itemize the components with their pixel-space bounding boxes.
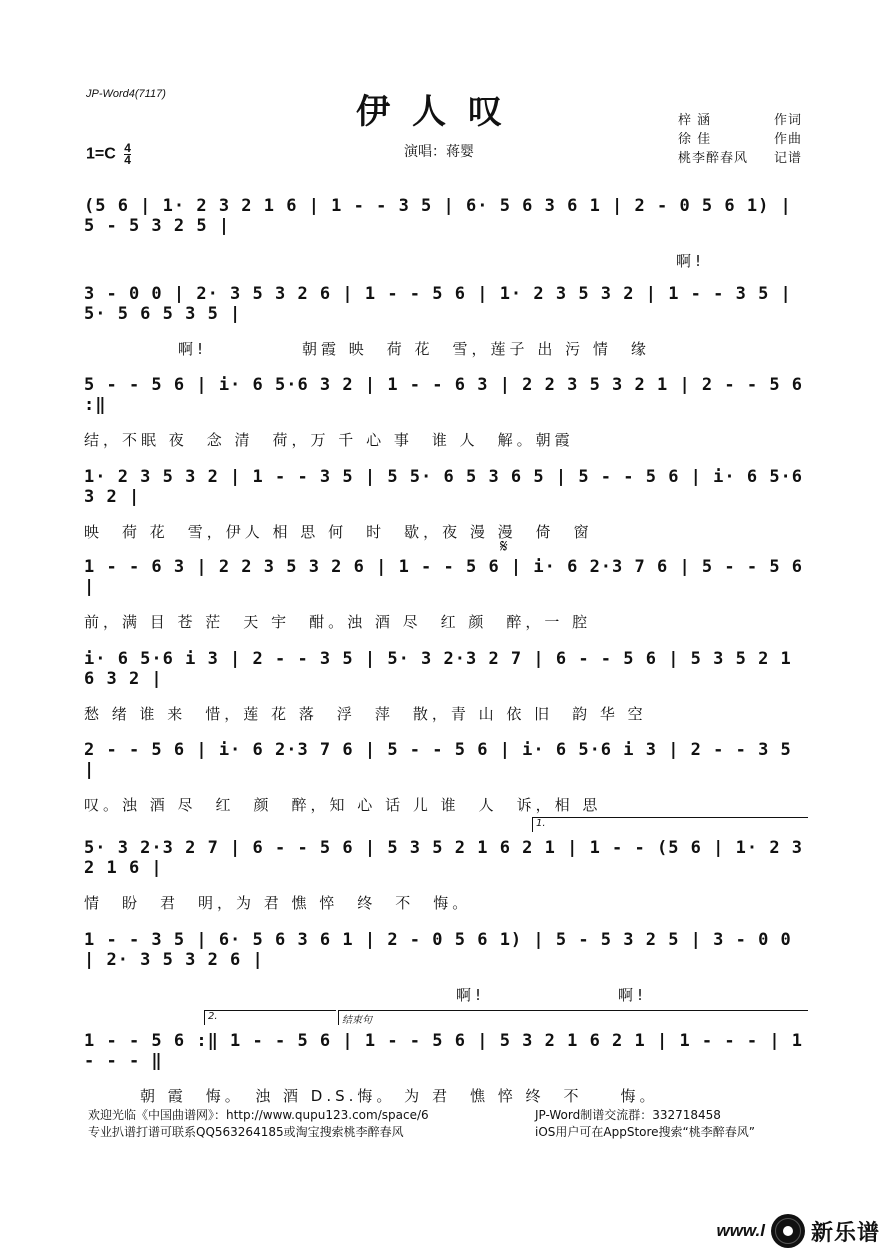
notation-line: 5· 3 2·3 2 7 | 6 - - 5 6 | 5 3 5 2 1 6 2 1 | 1 - - (5 6 | 1· 2 3 2 1 6 | <box>84 838 804 878</box>
key-label: 1=C <box>86 145 116 163</box>
notation-line: 2 - - 5 6 | i· 6 2·3 7 6 | 5 - - 5 6 | i· 6 5·6 i 3 | 2 - - 3 5 | <box>84 740 792 780</box>
score-row-5 <box>84 557 807 632</box>
lyric-line: 朝 霞 悔。 浊 酒 D.S.悔。 为 君 憔 悴 终 不 悔。 <box>140 1087 659 1105</box>
credit-composer <box>678 130 802 149</box>
credit-name: 桃李醉春风 <box>678 151 749 166</box>
score-row-9 <box>84 930 807 1005</box>
footer-left <box>88 1107 429 1141</box>
record-disc-icon <box>771 1214 805 1248</box>
page-title: 伊人叹 <box>356 92 524 132</box>
lyric-line: 前，满 目 苍 茫 天 宇 酣。浊 酒 尽 红 颜 醉，一 腔 <box>84 613 592 631</box>
volta-first-ending: 1. <box>532 817 808 832</box>
coda-bracket: 结束句 <box>338 1010 808 1025</box>
footer-group-line: JP-Word制谱交流群：332718458 <box>535 1108 721 1122</box>
notation-line: 1· 2 3 5 3 2 | 1 - - 3 5 | 5 5· 6 5 3 6 5 | 5 - - 5 6 | i· 6 5·6 3 2 | <box>84 467 804 507</box>
time-signature <box>124 143 131 166</box>
footer-ios-line: iOS用户可在AppStore搜索“桃李醉春风” <box>535 1125 755 1139</box>
score-row-2 <box>84 284 807 359</box>
notation-line: 1 - - 3 5 | 6· 5 6 3 6 1 | 2 - 0 5 6 1) | 5 - 5 3 2 5 | 3 - 0 0 | 2· 3 5 3 2 6 | <box>84 930 792 970</box>
watermark-url: www.l <box>716 1221 765 1240</box>
notation-line: (5 6 | 1· 2 3 2 1 6 | 1 - - 3 5 | 6· 5 6 3 6 1 | 2 - 0 5 6 1) | 5 - 5 3 2 5 | <box>84 196 792 236</box>
credit-lyricist <box>678 111 802 130</box>
score-row-6 <box>84 649 807 724</box>
score-row-8 <box>84 838 807 913</box>
lyric-line: 愁 绪 谁 来 惜，莲 花 落 浮 萍 散，青 山 依 旧 韵 华 空 <box>84 705 647 723</box>
lyric-line: 叹。浊 酒 尽 红 颜 醉，知 心 话 儿 谁 人 诉，相 思 <box>84 796 602 814</box>
score-row-4 <box>84 467 807 542</box>
lyric-line: 结，不眠 夜 念 清 荷，万 千 心 事 谁 人 解。朝霞 <box>84 431 574 449</box>
footer-site-line: 欢迎光临《中国曲谱网》：http://www.qupu123.com/space/6 <box>88 1108 429 1122</box>
singer-line: 演唱：蒋婴 <box>404 144 474 160</box>
score-row-7 <box>84 740 807 815</box>
credit-role: 作曲 <box>774 132 803 147</box>
footer-contact-line: 专业扒谱打谱可联系QQ563264185或淘宝搜索桃李醉春风 <box>88 1125 404 1139</box>
credit-transcriber <box>678 149 802 168</box>
lyric-line: 啊! 啊! <box>456 986 648 1004</box>
credit-role: 记谱 <box>774 151 803 166</box>
time-bottom: 4 <box>124 153 131 167</box>
lyric-line: 情 盼 君 明，为 君 憔 悴 终 不 悔。 <box>84 894 472 912</box>
score-row-10 <box>84 1031 807 1106</box>
notation-line: 3 - 0 0 | 2· 3 5 3 2 6 | 1 - - 5 6 | 1· 2 3 5 3 2 | 1 - - 3 5 | 5· 5 6 5 3 5 | <box>84 284 792 324</box>
notation-line: i· 6 5·6 i 3 | 2 - - 3 5 | 5· 3 2·3 2 7 | 6 - - 5 6 | 5 3 5 2 1 6 3 2 | <box>84 649 792 689</box>
credit-role: 作词 <box>774 113 803 128</box>
credit-name: 徐 佳 <box>678 132 712 147</box>
notation-line: 1 - - 5 6 :‖ 1 - - 5 6 | 1 - - 5 6 | 5 3 2 1 6 2 1 | 1 - - - | 1 - - - ‖ <box>84 1031 804 1071</box>
credit-name: 梓 涵 <box>678 113 712 128</box>
watermark-brand: 新乐谱 <box>810 1220 880 1246</box>
watermark-logo <box>716 1214 880 1248</box>
score-row-1 <box>84 196 807 271</box>
segno-sign: 𝄋 <box>500 536 508 557</box>
key-signature <box>86 143 131 166</box>
lyric-line: 啊! 朝霞 映 荷 花 雪，莲子 出 污 情 缘 <box>178 340 650 358</box>
lyric-line: 啊! <box>676 252 706 270</box>
time-top: 4 <box>124 141 131 155</box>
score-row-3 <box>84 375 807 450</box>
notation-line: 1 - - 6 3 | 2 2 3 5 3 2 6 | 1 - - 5 6 | i· 6 2·3 7 6 | 5 - - 5 6 | <box>84 557 804 597</box>
lyric-line: 映 荷 花 雪，伊人 相 思 何 时 歇，夜 漫 漫 倚 窗 <box>84 523 593 541</box>
volta-second-ending: 2. <box>204 1010 336 1025</box>
software-tag: JP-Word4(7117) <box>86 88 166 100</box>
footer-right <box>535 1107 755 1141</box>
credits <box>678 111 802 168</box>
notation-line: 5 - - 5 6 | i· 6 5·6 3 2 | 1 - - 6 3 | 2 2 3 5 3 2 1 | 2 - - 5 6 :‖ <box>84 375 804 415</box>
